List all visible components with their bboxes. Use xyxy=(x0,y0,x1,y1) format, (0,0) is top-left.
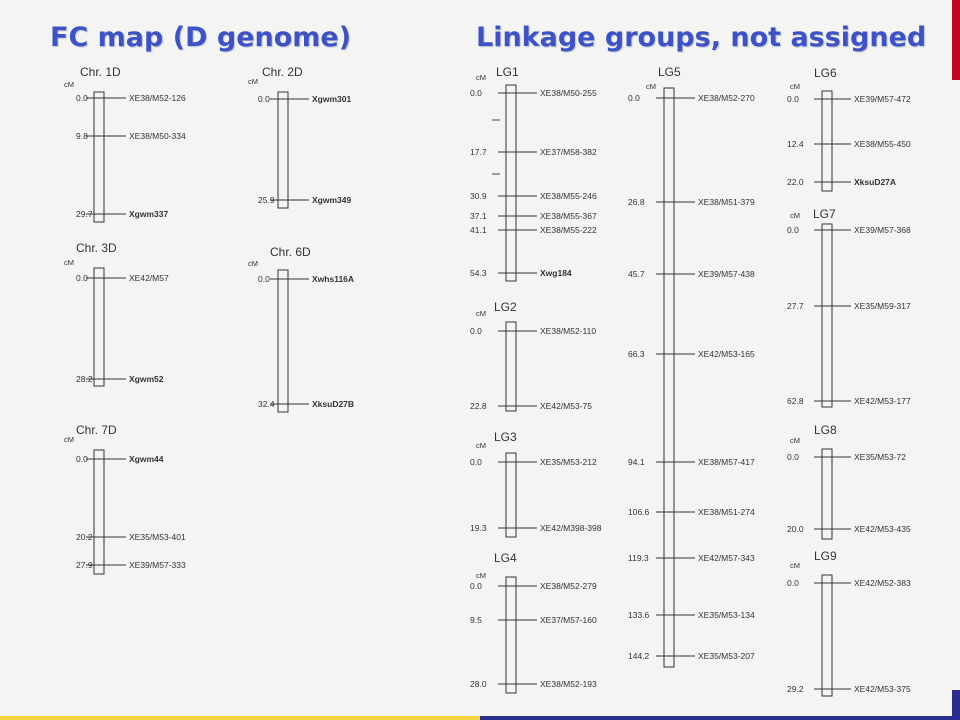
chromosome-bar xyxy=(506,322,516,411)
chromosome-bar xyxy=(664,88,674,667)
marker-label: XE38/M52-126 xyxy=(129,93,186,103)
marker-position: 17.7 xyxy=(470,147,487,157)
marker-label: XE42/M53-435 xyxy=(854,524,911,534)
chromosome-bar xyxy=(506,453,516,537)
group-name: LG9 xyxy=(814,549,837,563)
marker-label: XE38/M52-270 xyxy=(698,93,755,103)
cm-unit-label: cM xyxy=(476,441,486,450)
marker-position: 20.2 xyxy=(76,532,93,542)
marker-position: 0.0 xyxy=(628,93,640,103)
chromosome-bar xyxy=(94,450,104,574)
group-name: LG7 xyxy=(813,207,836,221)
marker-position: 45.7 xyxy=(628,269,645,279)
marker-position: 144.2 xyxy=(628,651,650,661)
cm-unit-label: cM xyxy=(248,259,258,268)
group-chr-1d xyxy=(64,65,186,222)
group-lg6 xyxy=(787,66,911,191)
marker-position: 9.8 xyxy=(76,131,88,141)
marker-position: 0.0 xyxy=(470,457,482,467)
marker-position: 22.0 xyxy=(787,177,804,187)
marker-label: Xwg184 xyxy=(540,268,572,278)
cm-unit-label: cM xyxy=(64,435,74,444)
marker-label: XE42/M53-75 xyxy=(540,401,592,411)
group-name: Chr. 1D xyxy=(80,65,121,79)
group-lg7 xyxy=(787,207,911,407)
marker-position: 0.0 xyxy=(76,273,88,283)
marker-position: 30.9 xyxy=(470,191,487,201)
marker-label: Xgwm349 xyxy=(312,195,352,205)
group-lg9 xyxy=(787,549,911,696)
marker-label: XE42/M52-383 xyxy=(854,578,911,588)
marker-position: 28.2 xyxy=(76,374,93,384)
marker-label: XE38/M51-379 xyxy=(698,197,755,207)
linkage-groups-title: Linkage groups, not assigned xyxy=(476,22,927,53)
marker-label: XE35/M59-317 xyxy=(854,301,911,311)
group-lg5 xyxy=(628,65,755,667)
cm-unit-label: cM xyxy=(64,258,74,267)
chromosome-bar xyxy=(278,92,288,208)
marker-position: 54.3 xyxy=(470,268,487,278)
marker-label: XE38/M52-193 xyxy=(540,679,597,689)
marker-label: Xgwm301 xyxy=(312,94,352,104)
marker-label: XE38/M52-110 xyxy=(540,326,597,336)
marker-label: XksuD27A xyxy=(854,177,897,187)
group-lg1 xyxy=(470,65,597,281)
marker-position: 25.9 xyxy=(258,195,275,205)
marker-position: 0.0 xyxy=(787,578,799,588)
marker-label: XE35/M53-212 xyxy=(540,457,597,467)
marker-label: XksuD27B xyxy=(312,399,355,409)
marker-position: 32.4 xyxy=(258,399,275,409)
marker-label: XE42/M53-177 xyxy=(854,396,911,406)
group-lg8 xyxy=(787,423,911,539)
cm-unit-label: cM xyxy=(790,436,800,445)
chromosome-bar xyxy=(506,85,516,281)
chromosome-bar xyxy=(822,575,832,696)
marker-position: 29.2 xyxy=(787,684,804,694)
marker-label: Xgwm44 xyxy=(129,454,164,464)
marker-position: 12.4 xyxy=(787,139,804,149)
marker-label: XE35/M53-72 xyxy=(854,452,906,462)
group-name: LG5 xyxy=(658,65,681,79)
chromosome-bar xyxy=(822,91,832,191)
marker-position: 0.0 xyxy=(470,326,482,336)
chromosome-bar xyxy=(506,577,516,693)
marker-position: 22.8 xyxy=(470,401,487,411)
group-name: Chr. 2D xyxy=(262,65,303,79)
marker-position: 0.0 xyxy=(787,452,799,462)
group-lg2 xyxy=(470,300,596,411)
marker-label: XE42/M53-375 xyxy=(854,684,911,694)
marker-position: 0.0 xyxy=(76,454,88,464)
marker-position: 66.3 xyxy=(628,349,645,359)
marker-label: Xgwm337 xyxy=(129,209,169,219)
marker-label: XE38/M51-274 xyxy=(698,507,755,517)
group-chr-6d xyxy=(248,245,354,412)
group-chr-7d xyxy=(64,423,186,574)
marker-label: XE38/M55-450 xyxy=(854,139,911,149)
marker-label: XE42/M53-165 xyxy=(698,349,755,359)
marker-label: XE38/M55-222 xyxy=(540,225,597,235)
marker-position: 0.0 xyxy=(258,94,270,104)
group-name: LG2 xyxy=(494,300,517,314)
group-name: LG4 xyxy=(494,551,517,565)
marker-position: 20.0 xyxy=(787,524,804,534)
marker-label: XE38/M55-367 xyxy=(540,211,597,221)
marker-position: 0.0 xyxy=(787,225,799,235)
marker-label: Xgwm52 xyxy=(129,374,164,384)
marker-position: 41.1 xyxy=(470,225,487,235)
group-name: LG3 xyxy=(494,430,517,444)
marker-position: 106.6 xyxy=(628,507,650,517)
marker-position: 28.0 xyxy=(470,679,487,689)
chromosome-bar xyxy=(822,449,832,539)
cm-unit-label: cM xyxy=(248,77,258,86)
marker-position: 0.0 xyxy=(470,88,482,98)
group-chr-2d xyxy=(248,65,351,208)
marker-label: XE35/M53-401 xyxy=(129,532,186,542)
marker-position: 27.7 xyxy=(787,301,804,311)
marker-label: XE42/M57 xyxy=(129,273,169,283)
group-chr-3d xyxy=(64,241,169,386)
cm-unit-label: cM xyxy=(790,211,800,220)
chromosome-bar xyxy=(822,224,832,407)
marker-position: 19.3 xyxy=(470,523,487,533)
marker-position: 29.7 xyxy=(76,209,93,219)
marker-label: XE39/M57-472 xyxy=(854,94,911,104)
marker-label: XE39/M57-333 xyxy=(129,560,186,570)
cm-unit-label: cM xyxy=(476,571,486,580)
chromosome-bar xyxy=(278,270,288,412)
marker-position: 0.0 xyxy=(258,274,270,284)
marker-label: XE38/M50-334 xyxy=(129,131,186,141)
group-lg4 xyxy=(470,551,597,693)
marker-position: 62.8 xyxy=(787,396,804,406)
marker-label: XE38/M50-255 xyxy=(540,88,597,98)
marker-label: XE35/M53-207 xyxy=(698,651,755,661)
marker-label: XE37/M58-382 xyxy=(540,147,597,157)
cm-unit-label: cM xyxy=(646,82,656,91)
cm-unit-label: cM xyxy=(790,82,800,91)
marker-label: XE39/M57-438 xyxy=(698,269,755,279)
marker-position: 0.0 xyxy=(470,581,482,591)
marker-position: 26.8 xyxy=(628,197,645,207)
marker-label: XE38/M57-417 xyxy=(698,457,755,467)
marker-position: 94.1 xyxy=(628,457,645,467)
marker-label: XE38/M52-279 xyxy=(540,581,597,591)
marker-position: 133.6 xyxy=(628,610,650,620)
marker-label: XE42/M398-398 xyxy=(540,523,602,533)
fc-map-title: FC map (D genome) xyxy=(50,22,352,53)
marker-position: 119.3 xyxy=(628,553,649,563)
chromosome-bar xyxy=(94,268,104,386)
group-name: LG8 xyxy=(814,423,837,437)
marker-position: 0.0 xyxy=(787,94,799,104)
cm-unit-label: cM xyxy=(476,73,486,82)
marker-position: 37.1 xyxy=(470,211,487,221)
group-name: Chr. 3D xyxy=(76,241,117,255)
marker-position: 0.0 xyxy=(76,93,88,103)
marker-label: XE37/M57-160 xyxy=(540,615,597,625)
chromosome-bar xyxy=(94,92,104,222)
marker-label: Xwhs116A xyxy=(312,274,355,284)
cm-unit-label: cM xyxy=(64,80,74,89)
group-lg3 xyxy=(470,430,602,537)
group-name: Chr. 7D xyxy=(76,423,117,437)
marker-label: XE35/M53-134 xyxy=(698,610,755,620)
marker-label: XE38/M55-246 xyxy=(540,191,597,201)
marker-label: XE39/M57-368 xyxy=(854,225,911,235)
group-name: LG1 xyxy=(496,65,519,79)
group-name: LG6 xyxy=(814,66,837,80)
cm-unit-label: cM xyxy=(476,309,486,318)
group-name: Chr. 6D xyxy=(270,245,311,259)
marker-position: 27.9 xyxy=(76,560,93,570)
marker-position: 9.5 xyxy=(470,615,482,625)
marker-label: XE42/M57-343 xyxy=(698,553,755,563)
cm-unit-label: cM xyxy=(790,561,800,570)
